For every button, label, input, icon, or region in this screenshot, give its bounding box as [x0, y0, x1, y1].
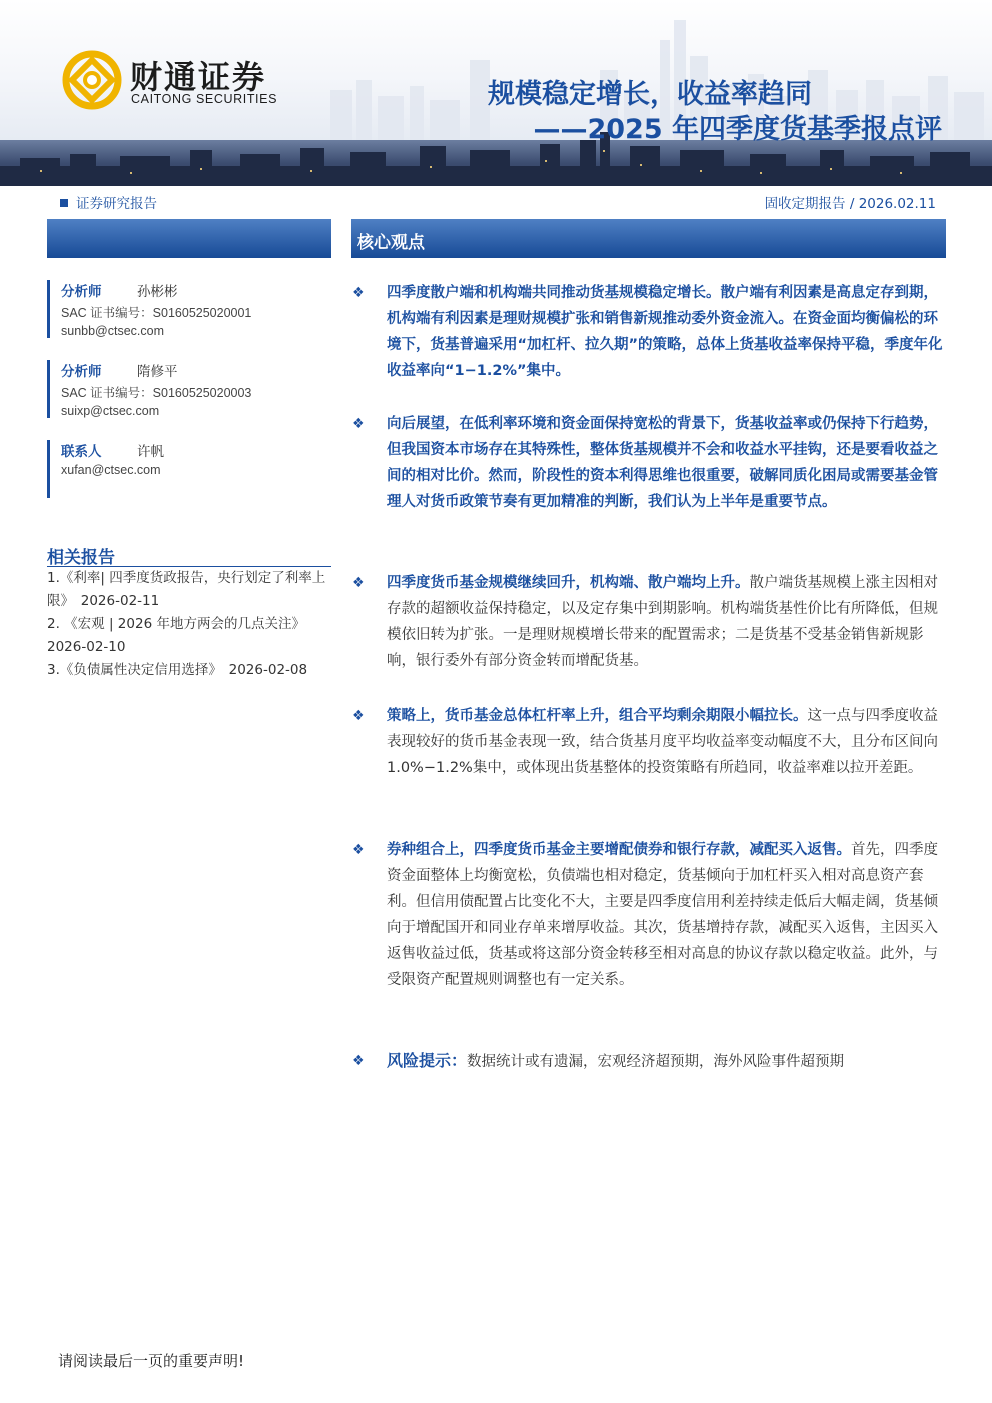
contact-name: 许帆	[137, 444, 164, 460]
core-bullet-4	[387, 703, 945, 781]
analyst-role: 分析师	[61, 364, 102, 380]
diamond-bullet-icon: ❖	[352, 1053, 365, 1069]
diamond-bullet-icon: ❖	[352, 708, 365, 724]
bullet-lead: 向后展望，在低利率环境和资金面保持宽松的背景下，货基收益率或仍保持下行趋势，但我国资本市场存在其特殊性，整体货基规模并不会和收益水平挂钩，还是要看收益之间的相对比价。然而，阶段性的资本利得思维也很重要，破解同质化困局或需要基金管理人对货币政策节奏有更加精准的判断，我们认为上半年是重要节点。	[387, 416, 938, 510]
bullet-lead: 策略上，货币基金总体杠杆率上升，组合平均剩余期限小幅拉长。	[387, 708, 808, 724]
analyst-cert: SAC 证书编号：S0160525020001	[61, 306, 252, 320]
report-type-label	[60, 192, 157, 212]
square-bullet-icon	[60, 199, 68, 207]
contact-card	[47, 440, 164, 498]
company-logo	[62, 46, 302, 116]
related-report-item[interactable]: 1.《利率| 四季度货政报告，央行划定了利率上限》 2026-02-11	[47, 570, 326, 609]
contact-role: 联系人	[61, 444, 102, 460]
related-report-item[interactable]: 3.《负债属性决定信用选择》 2026-02-08	[47, 662, 308, 678]
related-reports-title: 相关报告	[47, 548, 115, 568]
core-view-header-bar	[351, 219, 946, 258]
sidebar-header-bar	[47, 219, 331, 258]
logo-chinese-name: 财通证券	[130, 58, 267, 96]
bullet-lead: 四季度货币基金规模继续回升，机构端、散户端均上升。	[387, 575, 750, 591]
core-bullet-3	[387, 570, 945, 674]
contact-email[interactable]: xufan@ctsec.com	[61, 463, 161, 477]
diamond-bullet-icon: ❖	[352, 416, 365, 432]
core-bullet-risk	[387, 1048, 945, 1075]
risk-text: 数据统计或有遗漏，宏观经济超预期，海外风险事件超预期	[467, 1054, 845, 1070]
logo-english-name: CAITONG SECURITIES	[131, 92, 278, 106]
report-header	[0, 0, 992, 186]
report-category-date: 固收定期报告 / 2026.02.11	[764, 196, 936, 212]
caitong-coin-logo-icon	[62, 50, 122, 110]
analyst-cert: SAC 证书编号：S0160525020003	[61, 386, 252, 400]
risk-lead: 风险提示：	[387, 1051, 468, 1070]
bullet-text: 散户端货基规模上涨主因相对存款的超额收益保持稳定，以及定存集中到期影响。机构端货基性价比有所降低，但规模依旧转为扩张。一是理财规模增长带来的配置需求；二是货基不受基金销售新规影响，银行委外有部分资金转而增配货基。	[387, 575, 938, 669]
disclaimer-notice: 请阅读最后一页的重要声明!	[58, 1352, 245, 1370]
diamond-bullet-icon: ❖	[352, 575, 365, 591]
core-bullet-5	[387, 837, 945, 993]
bullet-text: 这一点与四季度收益表现较好的货币基金表现一致，结合货基月度平均收益率变动幅度不大，且分布区间向 1.0%−1.2%集中，或体现出货基整体的投资策略有所趋同，收益率难以拉开差距。	[387, 708, 938, 776]
diamond-bullet-icon: ❖	[352, 842, 365, 858]
analyst-name: 孙彬彬	[137, 284, 178, 300]
bullet-lead: 券种组合上，四季度货币基金主要增配债券和银行存款，减配买入返售。	[387, 842, 851, 858]
diamond-bullet-icon: ❖	[352, 285, 365, 301]
analyst-card-2	[47, 360, 251, 418]
report-type-text: 证券研究报告	[76, 196, 157, 212]
report-subtitle: ——2025 年四季度货基季报点评	[533, 114, 942, 145]
core-bullet-1	[387, 280, 945, 384]
analyst-name: 隋修平	[137, 364, 178, 380]
bullet-lead: 四季度散户端和机构端共同推动货基规模稳定增长。散户端有利因素是高息定存到期，机构端有利因素是理财规模扩张和销售新规推动委外资金流入。在资金面均衡偏松的环境下，货基普遍采用“加杠杆、拉久期”的策略，总体上货基收益率保持平稳，季度年化收益率向“1−1.2%”集中。	[387, 285, 943, 379]
analyst-email[interactable]: sunbb@ctsec.com	[61, 324, 165, 338]
analyst-card-1	[47, 280, 251, 338]
related-report-item[interactable]: 2. 《宏观 | 2026 年地方两会的几点关注》 2026-02-10	[47, 616, 312, 655]
analyst-role: 分析师	[61, 284, 102, 300]
related-reports-list	[47, 567, 333, 682]
core-bullet-2	[387, 411, 945, 515]
report-title: 规模稳定增长，收益率趋同	[488, 79, 812, 110]
core-view-title: 核心观点	[357, 233, 425, 253]
analyst-email[interactable]: suixp@ctsec.com	[61, 404, 160, 418]
bullet-text: 首先，四季度资金面整体上均衡宽松，负债端也相对稳定，货基倾向于加杠杆买入相对高息资产套利。但信用债配置占比变化不大，主要是四季度信用利差持续走低后大幅走阔，货基倾向于增配国开和同业存单来增厚收益。其次，货基增持存款，减配买入返售，主因买入返售收益过低，货基或将这部分资金转移至相对高息的协议存款以稳定收益。此外，与受限资产配置规则调整也有一定关系。	[387, 842, 938, 988]
